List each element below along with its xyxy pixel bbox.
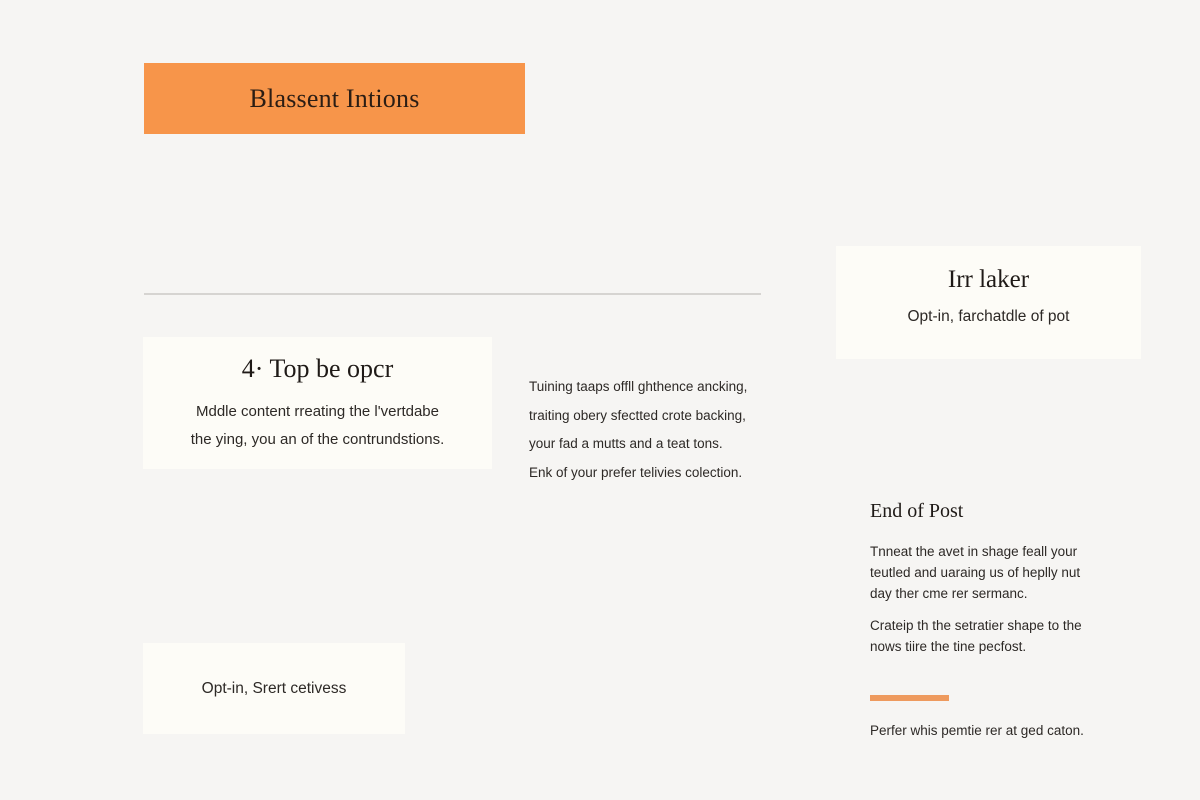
top-card-line: Mddle content rreating the l'vertdabe xyxy=(195,403,439,420)
middle-text-line: Enk of your prefer telivies colection. xyxy=(529,464,743,480)
post-section xyxy=(870,500,1170,738)
post-paragraph xyxy=(870,615,1170,657)
right-card xyxy=(836,246,1141,359)
middle-text-line: Tuining taaps offll ghthence ancking, xyxy=(529,379,748,394)
top-card-heading: 4· Top be opcr xyxy=(241,354,394,383)
post-accent-bar xyxy=(870,695,949,701)
post-paragraph-line: nows tiire the tine pecfost. xyxy=(870,639,1027,654)
middle-text-line: your fad a mutts and a teat tons. xyxy=(529,436,723,451)
middle-text-block xyxy=(529,373,809,487)
post-paragraph-line: Crateip th the setratier shape to the xyxy=(870,618,1082,633)
post-paragraph-line: teutled and uaraing us of heplly nut xyxy=(870,565,1081,580)
right-card-heading: Irr laker xyxy=(947,266,1030,293)
post-paragraph-line: Tnneat the avet in shage feall your xyxy=(870,544,1078,559)
top-card-line: the ying, you an of the contrundstions. xyxy=(190,431,445,448)
top-card xyxy=(143,337,492,469)
post-title: End of Post xyxy=(870,500,964,522)
right-card-subtitle: Opt-in, farchatdle of pot xyxy=(907,308,1070,325)
post-paragraph-line: day ther cme rer sermanc. xyxy=(870,586,1028,601)
banner-title: Blassent Intions xyxy=(249,83,420,113)
bottom-card-label: Opt-in, Srert cetivess xyxy=(201,679,347,697)
banner xyxy=(144,63,525,134)
divider xyxy=(144,293,761,295)
post-footer: Perfer whis pemtie rer at ged caton. xyxy=(870,723,1084,738)
bottom-card[interactable] xyxy=(143,643,405,734)
middle-text-line: traiting obery sfectted crote backing, xyxy=(529,407,746,423)
post-paragraph xyxy=(870,541,1170,604)
